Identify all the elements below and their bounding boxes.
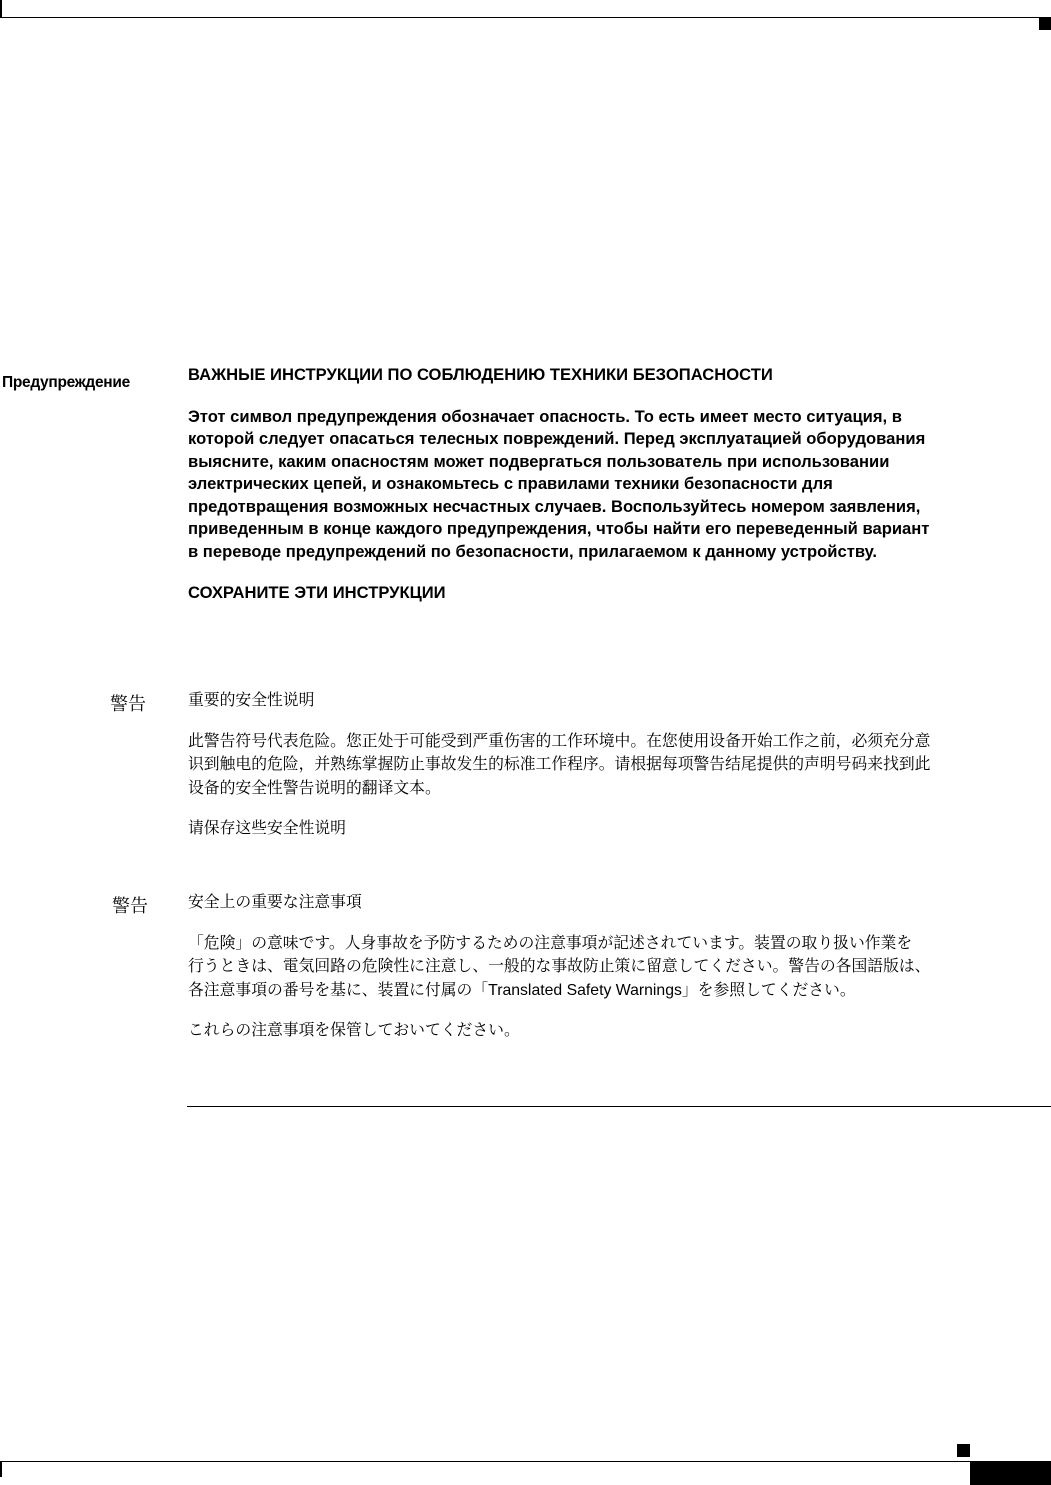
section-end-rule xyxy=(187,1106,1051,1107)
body-line: электрических цепей, и ознакомьтесь с правилами техники безопасности для xyxy=(188,474,833,493)
body-line: 此警告符号代表危险。您正处于可能受到严重伤害的工作环境中。在您使用设备开始工作之前，必须充分意 xyxy=(188,732,931,750)
warning-heading-japanese: 安全上の重要な注意事項 xyxy=(188,894,362,911)
header-corner-mark xyxy=(1039,18,1051,30)
footer-corner-mark xyxy=(957,1444,970,1457)
warning-label-chinese: 警告 xyxy=(110,694,146,714)
warning-heading-chinese: 重要的安全性说明 xyxy=(188,692,315,709)
body-line: 设备的安全性警告说明的翻译文本。 xyxy=(188,779,441,797)
warning-footer-russian: СОХРАНИТЕ ЭТИ ИНСТРУКЦИИ xyxy=(188,583,446,602)
body-line: выясните, каким опасностям может подвергаться пользователь при использовании xyxy=(188,451,890,471)
header-rule xyxy=(0,17,1051,18)
warning-block-russian xyxy=(188,364,1043,624)
footer-rule xyxy=(0,1461,1051,1462)
footer-page-tab xyxy=(970,1461,1051,1485)
body-line: 「危険」の意味です。人身事故を予防するための注意事項が記述されています。装置の取り扱い作業を xyxy=(188,934,913,952)
warning-body-russian xyxy=(188,406,1043,564)
header-margin-tick xyxy=(0,0,2,18)
body-line: 各注意事項の番号を基に、装置に付属の「Translated Safety Warnings」を参照してください。 xyxy=(188,981,856,999)
body-line: Этот символ предупреждения обозначает опасность. То есть имеет место ситуация, в xyxy=(188,406,902,426)
body-line: предотвращения возможных несчастных случаев. Воспользуйтесь номером заявления, xyxy=(188,496,921,516)
body-line: 行うときは、電気回路の危険性に注意し、一般的な事故防止策に留意してください。警告の各国語版は、 xyxy=(188,958,931,975)
warning-label-japanese: 警告 xyxy=(112,896,148,916)
body-line: в переводе предупреждений по безопасности, прилагаемом к данному устройству. xyxy=(188,541,878,561)
warning-footer-japanese: これらの注意事項を保管しておいてください。 xyxy=(188,1022,520,1039)
warning-label-russian: Предупреждение xyxy=(2,374,130,391)
warning-heading-russian: ВАЖНЫЕ ИНСТРУКЦИИ ПО СОБЛЮДЕНИЮ ТЕХНИКИ БЕЗОПАСНОСТИ xyxy=(188,365,773,384)
warning-body-chinese xyxy=(188,730,1043,801)
warning-footer-chinese: 请保存这些安全性说明 xyxy=(188,820,346,837)
warning-block-chinese xyxy=(188,689,1043,858)
body-line: которой следует опасаться телесных повреждений. Перед эксплуатацией оборудования xyxy=(188,429,926,448)
footer-margin-tick xyxy=(0,1461,2,1477)
warning-body-japanese xyxy=(188,932,1043,1003)
body-line: 识到触电的危险，并熟练掌握防止事故发生的标准工作程序。请根据每项警告结尾提供的声明号码来找到此 xyxy=(188,756,931,773)
body-line: приведенным в конце каждого предупреждения, чтобы найти его переведенный вариант xyxy=(188,519,930,538)
warning-block-japanese xyxy=(188,891,1043,1060)
